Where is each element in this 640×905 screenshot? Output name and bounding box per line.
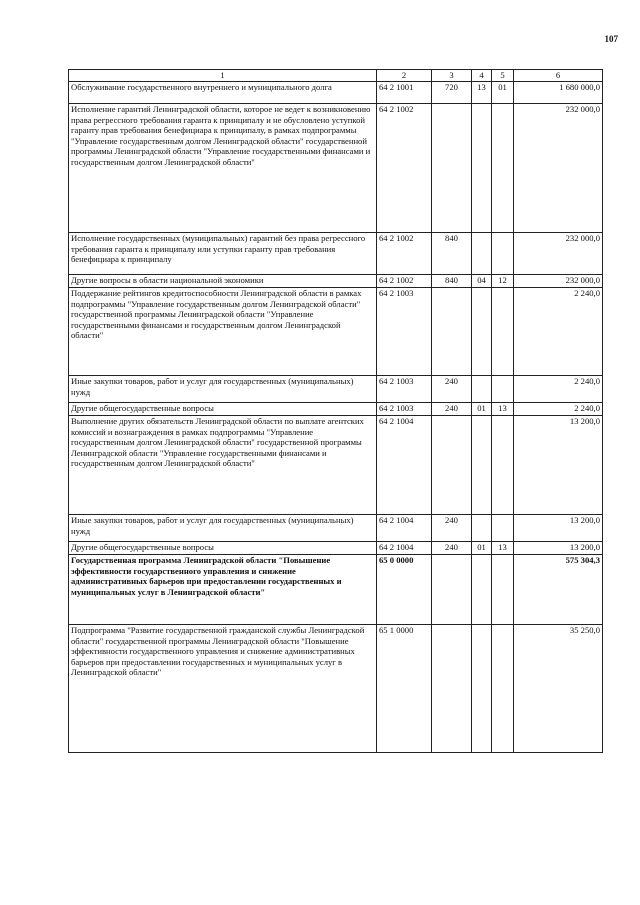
cell-rz xyxy=(472,555,492,625)
header-pr: 5 xyxy=(492,70,514,82)
header-name: 1 xyxy=(69,70,377,82)
cell-vr: 240 xyxy=(432,515,472,542)
cell-rz xyxy=(472,104,492,233)
cell-pr xyxy=(492,555,514,625)
cell-name: Иные закупки товаров, работ и услуг для государственных (муниципальных) нужд xyxy=(69,515,377,542)
cell-name: Выполнение других обязательств Ленинградской области по выплате агентских комиссий и вознаграждения в рамках подпрограммы "Управление государственным долгом Ленинградской области" государственной программы Ленинградской области "Управление государственными финансами и государственным долгом Ленинградской области" xyxy=(69,416,377,515)
cell-name: Иные закупки товаров, работ и услуг для государственных (муниципальных) нужд xyxy=(69,376,377,403)
page-number: 107 xyxy=(604,34,618,44)
cell-vr: 240 xyxy=(432,376,472,403)
cell-pr xyxy=(492,416,514,515)
cell-code: 64 2 1002 xyxy=(377,104,432,233)
cell-pr: 13 xyxy=(492,403,514,416)
cell-pr xyxy=(492,233,514,275)
cell-rz xyxy=(472,515,492,542)
cell-code: 64 2 1003 xyxy=(377,288,432,376)
table-row xyxy=(69,376,603,403)
cell-sum: 13 200,0 xyxy=(514,542,603,555)
table-row xyxy=(69,82,603,104)
cell-name: Другие общегосударственные вопросы xyxy=(69,542,377,555)
cell-rz xyxy=(472,416,492,515)
cell-code: 64 2 1003 xyxy=(377,403,432,416)
cell-sum: 232 000,0 xyxy=(514,104,603,233)
table-row xyxy=(69,403,603,416)
cell-sum: 2 240,0 xyxy=(514,376,603,403)
cell-code: 64 2 1002 xyxy=(377,275,432,288)
header-vr: 3 xyxy=(432,70,472,82)
cell-code: 64 2 1004 xyxy=(377,542,432,555)
cell-vr xyxy=(432,104,472,233)
budget-table xyxy=(68,69,603,753)
table-header-row xyxy=(69,70,603,82)
cell-code: 64 2 1003 xyxy=(377,376,432,403)
cell-rz: 13 xyxy=(472,82,492,104)
cell-sum: 232 000,0 xyxy=(514,275,603,288)
table-row xyxy=(69,275,603,288)
cell-pr xyxy=(492,625,514,753)
cell-name: Государственная программа Ленинградской области "Повышение эффективности государственного управления и снижение административных барьеров при предоставлении государственных и муниципальных услуг в Ленинградской области" xyxy=(69,555,377,625)
cell-code: 65 1 0000 xyxy=(377,625,432,753)
table-row xyxy=(69,104,603,233)
header-code: 2 xyxy=(377,70,432,82)
cell-sum: 2 240,0 xyxy=(514,288,603,376)
table-row xyxy=(69,555,603,625)
cell-vr: 840 xyxy=(432,275,472,288)
cell-vr xyxy=(432,555,472,625)
cell-vr: 720 xyxy=(432,82,472,104)
cell-rz xyxy=(472,233,492,275)
cell-code: 64 2 1004 xyxy=(377,416,432,515)
cell-sum: 575 304,3 xyxy=(514,555,603,625)
cell-name: Обслуживание государственного внутреннего и муниципального долга xyxy=(69,82,377,104)
table-row xyxy=(69,288,603,376)
cell-sum: 232 000,0 xyxy=(514,233,603,275)
cell-name: Исполнение государственных (муниципальных) гарантий без права регрессного требования гаранта к принципалу или уступки гаранту прав требования бенефициара к принципалу xyxy=(69,233,377,275)
cell-pr: 01 xyxy=(492,82,514,104)
table-row xyxy=(69,416,603,515)
cell-rz: 01 xyxy=(472,542,492,555)
cell-vr: 240 xyxy=(432,403,472,416)
cell-code: 64 2 1002 xyxy=(377,233,432,275)
cell-vr xyxy=(432,288,472,376)
cell-code: 64 2 1001 xyxy=(377,82,432,104)
cell-sum: 2 240,0 xyxy=(514,403,603,416)
cell-code: 64 2 1004 xyxy=(377,515,432,542)
cell-rz xyxy=(472,288,492,376)
cell-vr xyxy=(432,416,472,515)
cell-sum: 13 200,0 xyxy=(514,416,603,515)
cell-name: Подпрограмма "Развитие государственной гражданской службы Ленинградской области" государственной программы Ленинградской области "Повышение эффективности государственного управления и снижение административных барьеров при предоставлении государственных и муниципальных услуг в Ленинградской области" xyxy=(69,625,377,753)
cell-pr xyxy=(492,376,514,403)
table-row xyxy=(69,233,603,275)
cell-sum: 35 250,0 xyxy=(514,625,603,753)
cell-rz: 01 xyxy=(472,403,492,416)
cell-sum: 1 680 000,0 xyxy=(514,82,603,104)
cell-vr: 840 xyxy=(432,233,472,275)
header-sum: 6 xyxy=(514,70,603,82)
cell-name: Другие общегосударственные вопросы xyxy=(69,403,377,416)
cell-pr xyxy=(492,515,514,542)
cell-pr xyxy=(492,288,514,376)
cell-code: 65 0 0000 xyxy=(377,555,432,625)
cell-vr xyxy=(432,625,472,753)
table-row xyxy=(69,515,603,542)
cell-vr: 240 xyxy=(432,542,472,555)
cell-pr: 13 xyxy=(492,542,514,555)
cell-pr xyxy=(492,104,514,233)
cell-name: Исполнение гарантий Ленинградской области, которое не ведет к возникновению права регрессного требования гаранта к принципалу и не обусловлено уступкой гаранту прав требования бенефициара к принципалу, в рамках подпрограммы "Управление государственным долгом Ленинградской области" государственной программы Ленинградской области "Управление государственными финансами и государственным долгом Ленинградской области" xyxy=(69,104,377,233)
cell-rz: 04 xyxy=(472,275,492,288)
header-rz: 4 xyxy=(472,70,492,82)
table-row xyxy=(69,542,603,555)
cell-rz xyxy=(472,625,492,753)
cell-sum: 13 200,0 xyxy=(514,515,603,542)
cell-name: Поддержание рейтингов кредитоспособности Ленинградской области в рамках подпрограммы "Управление государственным долгом Ленинградской области" государственной программы Ленинградской области "Управление государственными финансами и государственным долгом Ленинградской области" xyxy=(69,288,377,376)
cell-pr: 12 xyxy=(492,275,514,288)
table-row xyxy=(69,625,603,753)
cell-rz xyxy=(472,376,492,403)
cell-name: Другие вопросы в области национальной экономики xyxy=(69,275,377,288)
